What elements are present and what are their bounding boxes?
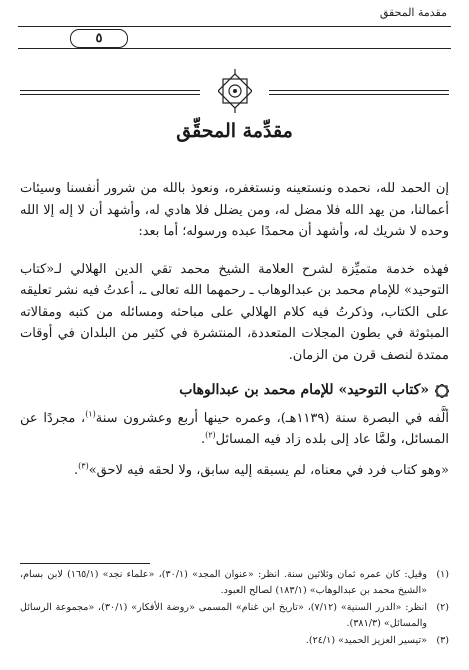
ornament-rule-right: [269, 90, 449, 91]
section-p1-text-c: .: [200, 432, 206, 447]
section-paragraph-2: [20, 460, 449, 482]
header-rule-top: [18, 26, 451, 27]
page-number: ٥: [70, 29, 128, 48]
footnote-ref-2[interactable]: (٢): [205, 430, 216, 440]
service-paragraph: فهذه خدمة متميِّزة لشرح العلامة الشيخ محمد تقي الدين الهلالي لـ«كتاب التوحيد» للإمام محمد بن عبدالوهاب ـ رحمهما الله تعالى ـ، أعدتُ فيه نشر تعليقه على الكتاب، وذكرتُ فيه كلام الهلالي على مباحثه ومسائله من كتبه ومقالاته المبثوثة في بطون المجلات المتعددة، المنتشرة في كثير من البلدان في أوقات ممتدة لنصف قرن من الزمان.: [20, 261, 449, 363]
title-ornament: [20, 74, 449, 110]
footnote-text: «تيسير العزيز الحميد» (٢٤/١).: [305, 635, 427, 646]
section-p1-text-b: ، مجردًا عن المسائل، ولمَّا عاد إلى بلده زاد فيه المسائل: [20, 410, 449, 447]
running-head: مقدمة المحقق: [379, 6, 447, 19]
body-text: [20, 178, 449, 490]
footnote-text: انظر: «الدرر السنية» (٧/١٢)، «تاريخ ابن غنام» المسمى «روضة الأفكار» (٣٠/١)، «مجموعة الرسائل والمسائل» (٣٨١/٣).: [20, 602, 427, 629]
ornament-rule-right-thin: [269, 94, 449, 95]
footnote-number: (٣): [436, 635, 449, 646]
footnotes: [20, 567, 449, 651]
footnote-rule: [20, 563, 150, 564]
footnote-number: (١): [436, 569, 449, 580]
footnote-text: وقيل: كان عمره ثمان وثلاثين سنة. انظر: «عنوان المجد» (٣٠/١)، «علماء نجد» (١٦٥/١) لابن بسام، «الشيخ محمد بن عبدالوهاب» (١٨٣/١) لصالح العبود.: [20, 569, 427, 596]
section-p2-text-a: «وهو كتاب فرد في معناه، لم يسبقه إليه سابق، ولا لحقه فيه لاحق»: [88, 462, 449, 478]
ornament-rule-left: [20, 90, 200, 91]
section-p1-text-a: ألَّفه في البصرة سنة (١١٣٩هـ)، وعمره حينها أربع وعشرون سنة: [95, 410, 449, 426]
section-heading-text: «كتاب التوحيد» للإمام محمد بن عبدالوهاب: [179, 382, 429, 398]
section-paragraph-1: [20, 408, 449, 451]
footnote-ref-1[interactable]: (١): [85, 409, 96, 419]
page-title: مقدِّمة المحقِّق: [176, 120, 293, 142]
footnote-1: [20, 567, 449, 598]
ornament-rule-left-thin: [20, 94, 200, 95]
bullet-ornament-icon: [435, 384, 449, 398]
section-heading: [20, 380, 449, 402]
intro-paragraph: إن الحمد لله، نحمده ونستعينه ونستغفره، ونعوذ بالله من شرور أنفسنا وسيئات أعمالنا، من يهد الله فلا مضل له، ومن يضلل فلا هادي له، وأشهد أن لا إله إلا الله وحده لا شريك له، وأشهد أن محمدًا عبده ورسوله؛ أما بعد:: [20, 181, 449, 239]
footnote-3: [20, 633, 449, 649]
star-ornament-icon: [218, 66, 252, 116]
section-p2-text-b: .: [74, 462, 79, 478]
footnote-2: [20, 600, 449, 631]
footnote-ref-3[interactable]: (٣): [78, 461, 89, 471]
footnote-number: (٢): [436, 602, 449, 613]
header-rule-bottom: [18, 48, 451, 49]
